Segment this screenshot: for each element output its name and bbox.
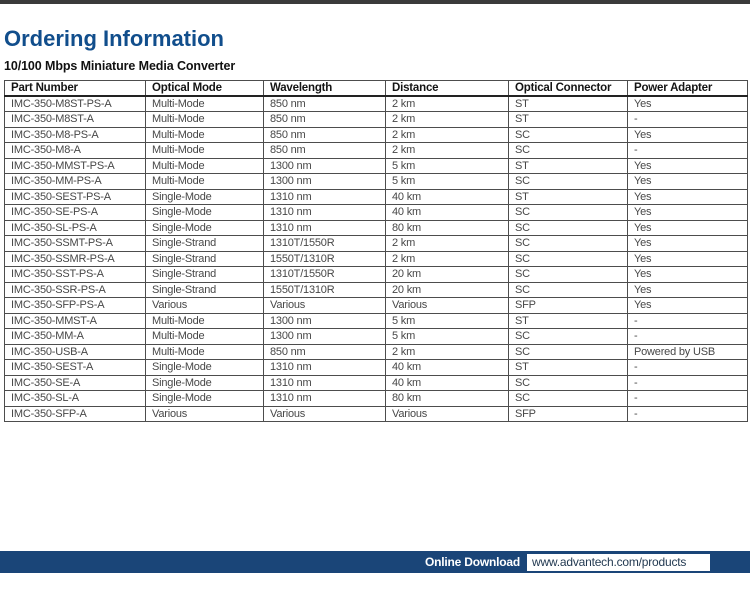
table-row — [5, 313, 748, 329]
section-subtitle: 10/100 Mbps Miniature Media Converter — [4, 59, 236, 73]
table-row — [5, 174, 748, 190]
table-row — [5, 205, 748, 221]
table-row — [5, 329, 748, 345]
table-cell: SFP — [509, 406, 628, 422]
table-cell: Multi-Mode — [146, 158, 264, 174]
table-cell: SC — [509, 143, 628, 159]
table-cell: ST — [509, 360, 628, 376]
table-cell: ST — [509, 189, 628, 205]
table-cell: 2 km — [386, 236, 509, 252]
table-cell: 1310T/1550R — [264, 267, 386, 283]
table-cell: - — [628, 143, 748, 159]
table-cell: IMC-350-SEST-PS-A — [5, 189, 146, 205]
table-cell: IMC-350-MMST-PS-A — [5, 158, 146, 174]
table-cell: - — [628, 375, 748, 391]
table-cell: SFP — [509, 298, 628, 314]
table-cell: 5 km — [386, 158, 509, 174]
table-cell: Yes — [628, 236, 748, 252]
top-divider-bar — [0, 0, 750, 4]
table-cell: Single-Strand — [146, 267, 264, 283]
table-cell: IMC-350-SFP-A — [5, 406, 146, 422]
table-cell: Yes — [628, 282, 748, 298]
table-cell: Yes — [628, 174, 748, 190]
table-cell: IMC-350-USB-A — [5, 344, 146, 360]
table-cell: 5 km — [386, 174, 509, 190]
table-cell: 2 km — [386, 344, 509, 360]
table-cell: 1300 nm — [264, 313, 386, 329]
table-cell: Multi-Mode — [146, 96, 264, 112]
table-cell: - — [628, 313, 748, 329]
table-cell: 2 km — [386, 96, 509, 112]
column-header: Optical Connector — [509, 81, 628, 97]
table-cell: 850 nm — [264, 127, 386, 143]
table-cell: IMC-350-SST-PS-A — [5, 267, 146, 283]
column-header: Distance — [386, 81, 509, 97]
table-cell: ST — [509, 313, 628, 329]
table-cell: - — [628, 360, 748, 376]
table-cell: 1310 nm — [264, 375, 386, 391]
table-cell: 1300 nm — [264, 158, 386, 174]
table-cell: IMC-350-SE-A — [5, 375, 146, 391]
table-header — [5, 81, 748, 97]
table-row — [5, 282, 748, 298]
table-cell: 40 km — [386, 375, 509, 391]
table-row — [5, 375, 748, 391]
table-cell: Multi-Mode — [146, 174, 264, 190]
column-header: Wavelength — [264, 81, 386, 97]
table-cell: IMC-350-SSR-PS-A — [5, 282, 146, 298]
table-cell: Single-Strand — [146, 236, 264, 252]
table-cell: IMC-350-SFP-PS-A — [5, 298, 146, 314]
table-cell: 1310 nm — [264, 360, 386, 376]
table-cell: Multi-Mode — [146, 143, 264, 159]
table-cell: 1310 nm — [264, 189, 386, 205]
table-row — [5, 112, 748, 128]
table-cell: 80 km — [386, 220, 509, 236]
table-body — [5, 96, 748, 422]
table-cell: SC — [509, 205, 628, 221]
table-cell: IMC-350-MM-PS-A — [5, 174, 146, 190]
table-cell: SC — [509, 344, 628, 360]
table-cell: 40 km — [386, 360, 509, 376]
table-cell: 20 km — [386, 282, 509, 298]
table-cell: 1310 nm — [264, 391, 386, 407]
table-cell: IMC-350-SE-PS-A — [5, 205, 146, 221]
table-cell: 2 km — [386, 127, 509, 143]
table-cell: 40 km — [386, 205, 509, 221]
table-cell: SC — [509, 375, 628, 391]
table-cell: IMC-350-SSMT-PS-A — [5, 236, 146, 252]
table-cell: Multi-Mode — [146, 313, 264, 329]
table-cell: SC — [509, 282, 628, 298]
table-cell: 850 nm — [264, 344, 386, 360]
table-cell: Multi-Mode — [146, 329, 264, 345]
table-cell: 2 km — [386, 251, 509, 267]
table-cell: Yes — [628, 220, 748, 236]
download-url[interactable]: www.advantech.com/products — [527, 554, 710, 571]
table-cell: 1310 nm — [264, 220, 386, 236]
table-cell: Multi-Mode — [146, 127, 264, 143]
table-cell: Various — [264, 406, 386, 422]
table-cell: Single-Mode — [146, 360, 264, 376]
table-cell: 1550T/1310R — [264, 282, 386, 298]
table-cell: Single-Mode — [146, 189, 264, 205]
table-cell: 2 km — [386, 112, 509, 128]
table-cell: Yes — [628, 267, 748, 283]
table-cell: 850 nm — [264, 112, 386, 128]
table-cell: Various — [386, 298, 509, 314]
table-cell: Single-Strand — [146, 251, 264, 267]
table-cell: Multi-Mode — [146, 344, 264, 360]
table-row — [5, 251, 748, 267]
table-row — [5, 298, 748, 314]
page-title: Ordering Information — [4, 26, 224, 51]
table-row — [5, 220, 748, 236]
table-cell: Various — [146, 406, 264, 422]
table-cell: 1310 nm — [264, 205, 386, 221]
table-cell: - — [628, 391, 748, 407]
table-cell: Yes — [628, 96, 748, 112]
table-cell: 1310T/1550R — [264, 236, 386, 252]
table-cell: - — [628, 112, 748, 128]
table-cell: SC — [509, 174, 628, 190]
table-cell: IMC-350-MM-A — [5, 329, 146, 345]
table-row — [5, 344, 748, 360]
online-download-label: Online Download — [425, 555, 520, 569]
table-cell: Yes — [628, 205, 748, 221]
table-row — [5, 267, 748, 283]
table-cell: Single-Mode — [146, 205, 264, 221]
table-cell: SC — [509, 236, 628, 252]
table-row — [5, 96, 748, 112]
table-cell: 20 km — [386, 267, 509, 283]
table-row — [5, 236, 748, 252]
table-cell: Yes — [628, 127, 748, 143]
table-cell: Yes — [628, 298, 748, 314]
table-cell: SC — [509, 251, 628, 267]
table-cell: - — [628, 329, 748, 345]
table-cell: 850 nm — [264, 143, 386, 159]
table-cell: Single-Strand — [146, 282, 264, 298]
table-cell: IMC-350-M8-A — [5, 143, 146, 159]
table-cell: IMC-350-SL-A — [5, 391, 146, 407]
table-row — [5, 127, 748, 143]
table-cell: SC — [509, 220, 628, 236]
column-header: Power Adapter — [628, 81, 748, 97]
table-row — [5, 189, 748, 205]
table-row — [5, 360, 748, 376]
column-header: Optical Mode — [146, 81, 264, 97]
table-cell: SC — [509, 127, 628, 143]
table-cell: ST — [509, 96, 628, 112]
table-cell: IMC-350-M8-PS-A — [5, 127, 146, 143]
table-cell: Yes — [628, 189, 748, 205]
table-cell: 1300 nm — [264, 329, 386, 345]
table-cell: ST — [509, 158, 628, 174]
table-cell: 2 km — [386, 143, 509, 159]
table-cell: IMC-350-SEST-A — [5, 360, 146, 376]
table-cell: 1300 nm — [264, 174, 386, 190]
table-cell: Yes — [628, 158, 748, 174]
table-cell: 5 km — [386, 329, 509, 345]
table-cell: Various — [264, 298, 386, 314]
table-cell: IMC-350-MMST-A — [5, 313, 146, 329]
table-cell: IMC-350-SSMR-PS-A — [5, 251, 146, 267]
table-cell: Various — [146, 298, 264, 314]
table-cell: IMC-350-M8ST-A — [5, 112, 146, 128]
table-cell: Single-Mode — [146, 375, 264, 391]
table-cell: IMC-350-M8ST-PS-A — [5, 96, 146, 112]
table-row — [5, 406, 748, 422]
table-header-row — [5, 81, 748, 97]
table-cell: 40 km — [386, 189, 509, 205]
table-cell: 1550T/1310R — [264, 251, 386, 267]
table-cell: SC — [509, 267, 628, 283]
table-cell: ST — [509, 112, 628, 128]
ordering-table — [4, 80, 748, 422]
table-cell: Single-Mode — [146, 391, 264, 407]
column-header: Part Number — [5, 81, 146, 97]
table-cell: - — [628, 406, 748, 422]
table-row — [5, 158, 748, 174]
table-cell: IMC-350-SL-PS-A — [5, 220, 146, 236]
table-cell: Multi-Mode — [146, 112, 264, 128]
table-row — [5, 143, 748, 159]
table-cell: 850 nm — [264, 96, 386, 112]
table-cell: Powered by USB — [628, 344, 748, 360]
table-cell: SC — [509, 391, 628, 407]
table-cell: Single-Mode — [146, 220, 264, 236]
footer-bar — [0, 551, 750, 573]
table-cell: 5 km — [386, 313, 509, 329]
table-cell: Various — [386, 406, 509, 422]
table-cell: 80 km — [386, 391, 509, 407]
table-row — [5, 391, 748, 407]
table-cell: Yes — [628, 251, 748, 267]
table-cell: SC — [509, 329, 628, 345]
